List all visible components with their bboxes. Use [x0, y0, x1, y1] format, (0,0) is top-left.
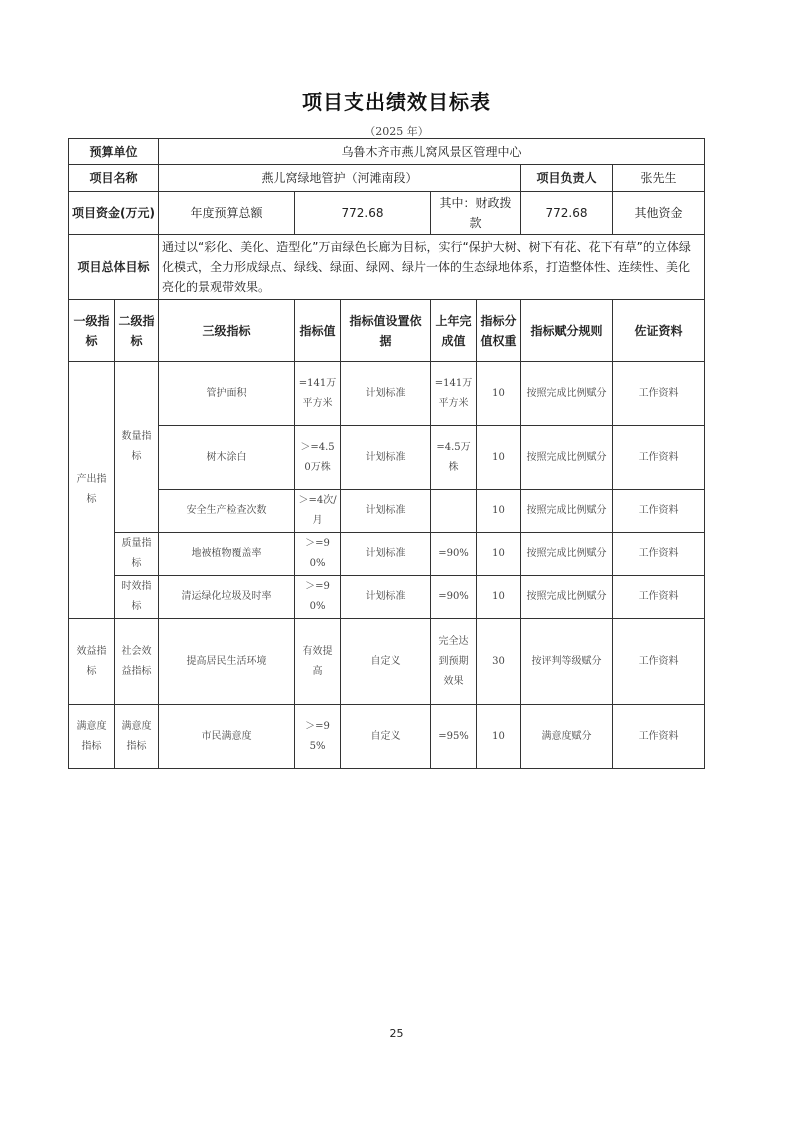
- funds-row: [69, 192, 705, 235]
- indicator-basis: 自定义: [341, 619, 431, 705]
- header-basis: 指标值设置依据: [341, 300, 431, 362]
- indicator-evidence: 工作资料: [613, 490, 705, 533]
- indicator-value: =141万平方米: [295, 362, 341, 426]
- indicator-name: 提高居民生活环境: [159, 619, 295, 705]
- indicator-weight: 10: [477, 576, 521, 619]
- indicator-evidence: 工作资料: [613, 705, 705, 769]
- performance-table: [68, 138, 705, 769]
- funds-label: 项目资金(万元): [69, 192, 159, 235]
- table-row: [69, 533, 705, 576]
- project-name-row: [69, 165, 705, 192]
- group-satisfaction: 满意度指标: [69, 705, 115, 769]
- indicator-rule: 按照完成比例赋分: [521, 426, 613, 490]
- header-level2: 二级指标: [115, 300, 159, 362]
- overall-goal-label: 项目总体目标: [69, 235, 159, 300]
- indicator-name: 市民满意度: [159, 705, 295, 769]
- indicator-value: ＞=95%: [295, 705, 341, 769]
- indicator-value: ＞=90%: [295, 533, 341, 576]
- page-number: 25: [389, 1027, 404, 1040]
- header-evidence: 佐证资料: [613, 300, 705, 362]
- indicator-name: 安全生产检查次数: [159, 490, 295, 533]
- indicator-evidence: 工作资料: [613, 533, 705, 576]
- group-satisfaction-sub: 满意度指标: [115, 705, 159, 769]
- indicator-weight: 10: [477, 533, 521, 576]
- indicator-last-year: =90%: [431, 533, 477, 576]
- group-timeliness: 时效指标: [115, 576, 159, 619]
- project-name-value: 燕儿窝绿地管护（河滩南段）: [159, 165, 521, 192]
- indicator-last-year: [431, 490, 477, 533]
- table-row: [69, 362, 705, 426]
- indicator-name: 树木涂白: [159, 426, 295, 490]
- header-last-year: 上年完成值: [431, 300, 477, 362]
- header-level1: 一级指标: [69, 300, 115, 362]
- overall-goal-text: 通过以“彩化、美化、造型化”万亩绿色长廊为目标，实行“保护大树、树下有花、花下有草”的立体绿化模式，全力形成绿点、绿线、绿面、绿网、绿片一体的生态绿地体系，打造整体性、连续性、美化亮化的景观带效果。: [159, 235, 705, 300]
- indicator-rule: 按评判等级赋分: [521, 619, 613, 705]
- indicator-name: 清运绿化垃圾及时率: [159, 576, 295, 619]
- indicator-evidence: 工作资料: [613, 426, 705, 490]
- indicator-basis: 计划标准: [341, 533, 431, 576]
- indicator-rule: 按照完成比例赋分: [521, 576, 613, 619]
- indicator-basis: 计划标准: [341, 426, 431, 490]
- overall-goal-row: [69, 235, 705, 300]
- indicator-last-year: 完全达到预期效果: [431, 619, 477, 705]
- table-row: [69, 576, 705, 619]
- project-leader-label: 项目负责人: [521, 165, 613, 192]
- indicator-basis: 计划标准: [341, 362, 431, 426]
- header-rule: 指标赋分规则: [521, 300, 613, 362]
- group-quality: 质量指标: [115, 533, 159, 576]
- annual-budget-label: 年度预算总额: [159, 192, 295, 235]
- group-benefit: 效益指标: [69, 619, 115, 705]
- indicator-evidence: 工作资料: [613, 619, 705, 705]
- project-name-label: 项目名称: [69, 165, 159, 192]
- indicator-basis: 计划标准: [341, 490, 431, 533]
- indicator-last-year: =90%: [431, 576, 477, 619]
- budget-unit-label: 预算单位: [69, 139, 159, 165]
- indicator-rule: 按照完成比例赋分: [521, 533, 613, 576]
- group-output: 产出指标: [69, 362, 115, 619]
- indicator-rule: 按照完成比例赋分: [521, 362, 613, 426]
- indicator-value: ＞=4.50万株: [295, 426, 341, 490]
- indicator-weight: 30: [477, 619, 521, 705]
- header-weight: 指标分值权重: [477, 300, 521, 362]
- table-row: [69, 705, 705, 769]
- indicator-evidence: 工作资料: [613, 576, 705, 619]
- fiscal-value: 772.68: [521, 192, 613, 235]
- table-row: [69, 426, 705, 490]
- header-value: 指标值: [295, 300, 341, 362]
- group-quantity: 数量指标: [115, 362, 159, 533]
- indicator-name: 管护面积: [159, 362, 295, 426]
- page-title: 项目支出绩效目标表: [302, 90, 491, 114]
- indicator-weight: 10: [477, 490, 521, 533]
- table-row: [69, 490, 705, 533]
- group-social: 社会效益指标: [115, 619, 159, 705]
- indicator-basis: 计划标准: [341, 576, 431, 619]
- indicator-value: ＞=4次/月: [295, 490, 341, 533]
- indicator-rule: 按照完成比例赋分: [521, 490, 613, 533]
- table-row: [69, 619, 705, 705]
- header-level3: 三级指标: [159, 300, 295, 362]
- indicator-weight: 10: [477, 362, 521, 426]
- other-funds-label: 其他资金: [613, 192, 705, 235]
- project-leader-value: 张先生: [613, 165, 705, 192]
- indicator-basis: 自定义: [341, 705, 431, 769]
- budget-unit-value: 乌鲁木齐市燕儿窝风景区管理中心: [159, 139, 705, 165]
- header-row: [69, 300, 705, 362]
- indicator-value: ＞=90%: [295, 576, 341, 619]
- year-label: （2025 年）: [364, 125, 429, 138]
- indicator-last-year: =141万平方米: [431, 362, 477, 426]
- indicator-rule: 满意度赋分: [521, 705, 613, 769]
- indicator-last-year: =95%: [431, 705, 477, 769]
- annual-budget-value: 772.68: [295, 192, 431, 235]
- fiscal-label: 其中：财政拨款: [431, 192, 521, 235]
- indicator-weight: 10: [477, 426, 521, 490]
- indicator-weight: 10: [477, 705, 521, 769]
- indicator-evidence: 工作资料: [613, 362, 705, 426]
- indicator-last-year: =4.5万株: [431, 426, 477, 490]
- indicator-name: 地被植物覆盖率: [159, 533, 295, 576]
- budget-unit-row: [69, 139, 705, 165]
- indicator-value: 有效提高: [295, 619, 341, 705]
